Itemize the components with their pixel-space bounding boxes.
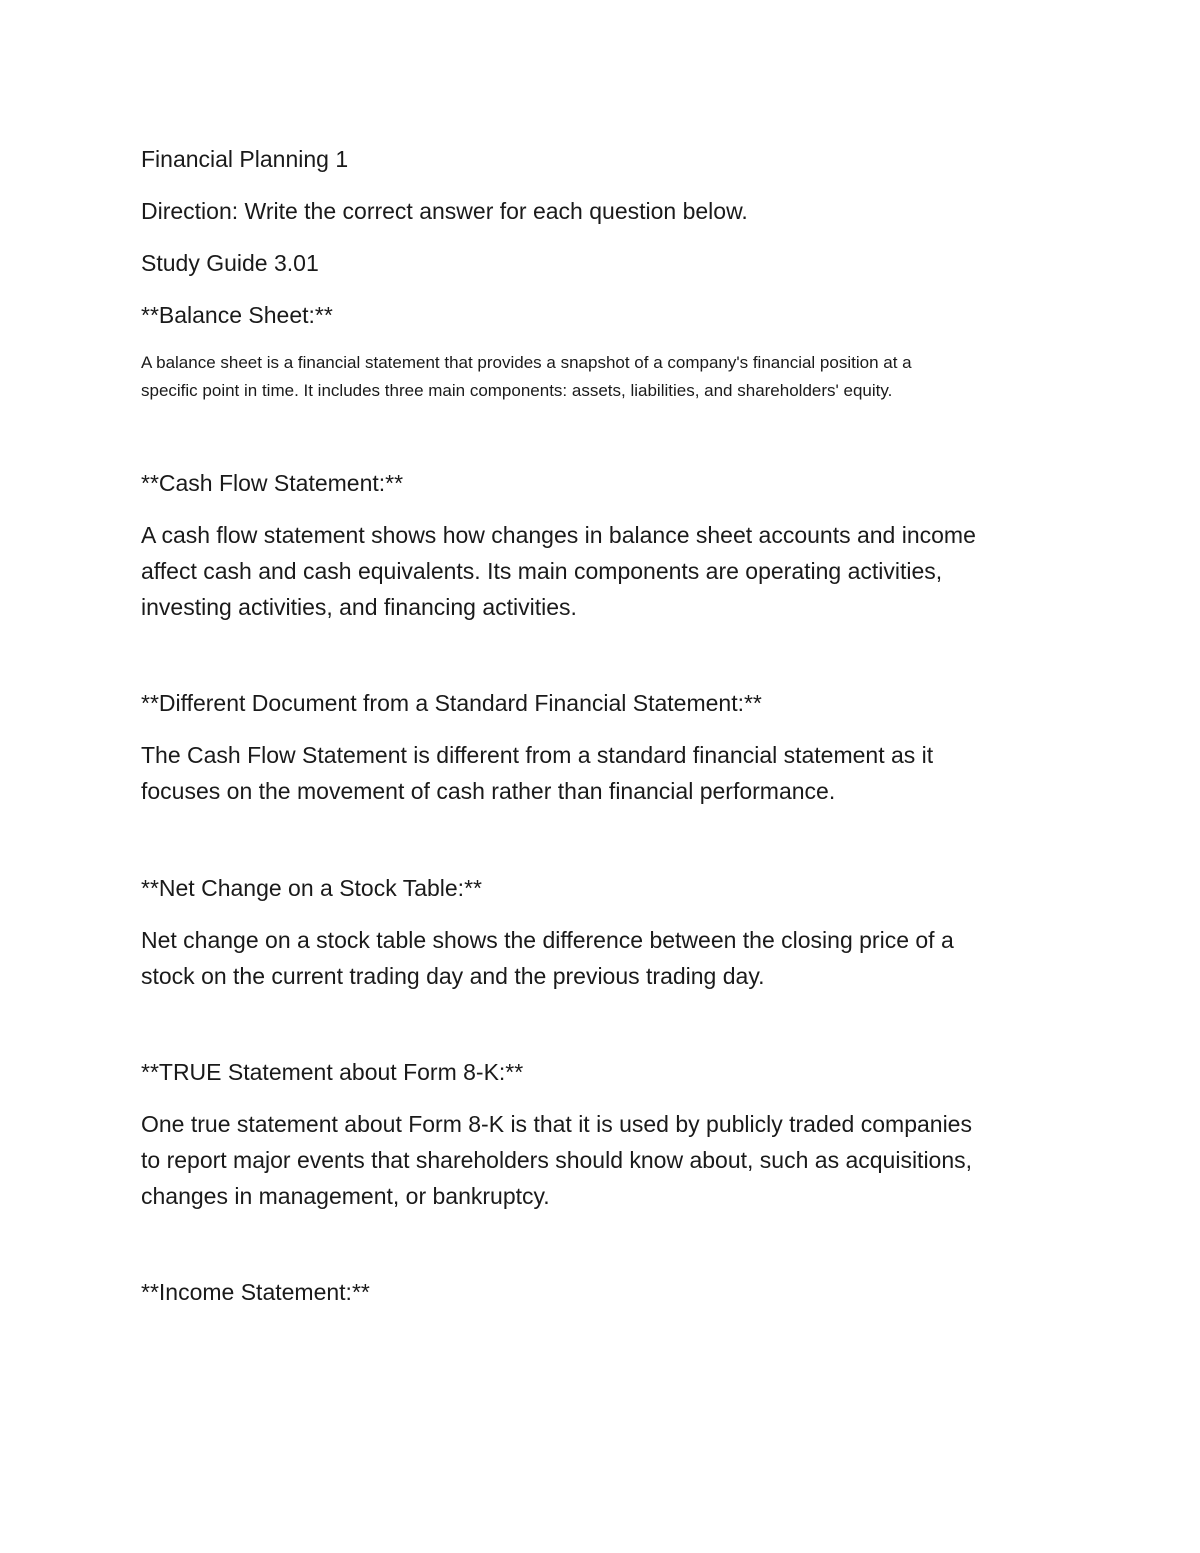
- section-body-line: changes in management, or bankruptcy.: [141, 1183, 550, 1209]
- section-body-line: affect cash and cash equivalents. Its main components are operating activities,: [141, 558, 943, 584]
- section-body-line: The Cash Flow Statement is different from a standard financial statement as it: [141, 742, 934, 768]
- section-body-line: to report major events that shareholders should know about, such as acquisitions,: [141, 1147, 973, 1173]
- study-guide-label: Study Guide 3.01: [141, 250, 319, 276]
- document-title: Financial Planning 1: [141, 146, 349, 172]
- section-body-line: Net change on a stock table shows the difference between the closing price of a: [141, 927, 954, 953]
- section-heading-net-change: **Net Change on a Stock Table:**: [141, 875, 482, 901]
- section-heading-income-statement: **Income Statement:**: [141, 1279, 370, 1305]
- section-body-line: specific point in time. It includes three main components: assets, liabilities, and shareholders' equity.: [141, 381, 893, 400]
- section-body-line: One true statement about Form 8-K is that it is used by publicly traded companies: [141, 1111, 972, 1137]
- section-body-line: focuses on the movement of cash rather than financial performance.: [141, 778, 836, 804]
- direction-text: Direction: Write the correct answer for each question below.: [141, 198, 748, 224]
- section-body-line: A cash flow statement shows how changes in balance sheet accounts and income: [141, 522, 976, 548]
- section-body-line: stock on the current trading day and the previous trading day.: [141, 963, 765, 989]
- section-body-line: investing activities, and financing activities.: [141, 594, 577, 620]
- section-heading-cash-flow: **Cash Flow Statement:**: [141, 470, 404, 496]
- section-heading-form-8k: **TRUE Statement about Form 8-K:**: [141, 1059, 524, 1085]
- section-heading-balance-sheet: **Balance Sheet:**: [141, 302, 333, 328]
- section-heading-different-document: **Different Document from a Standard Financial Statement:**: [141, 690, 762, 716]
- section-body-line: A balance sheet is a financial statement that provides a snapshot of a company's financial position at a: [141, 353, 912, 372]
